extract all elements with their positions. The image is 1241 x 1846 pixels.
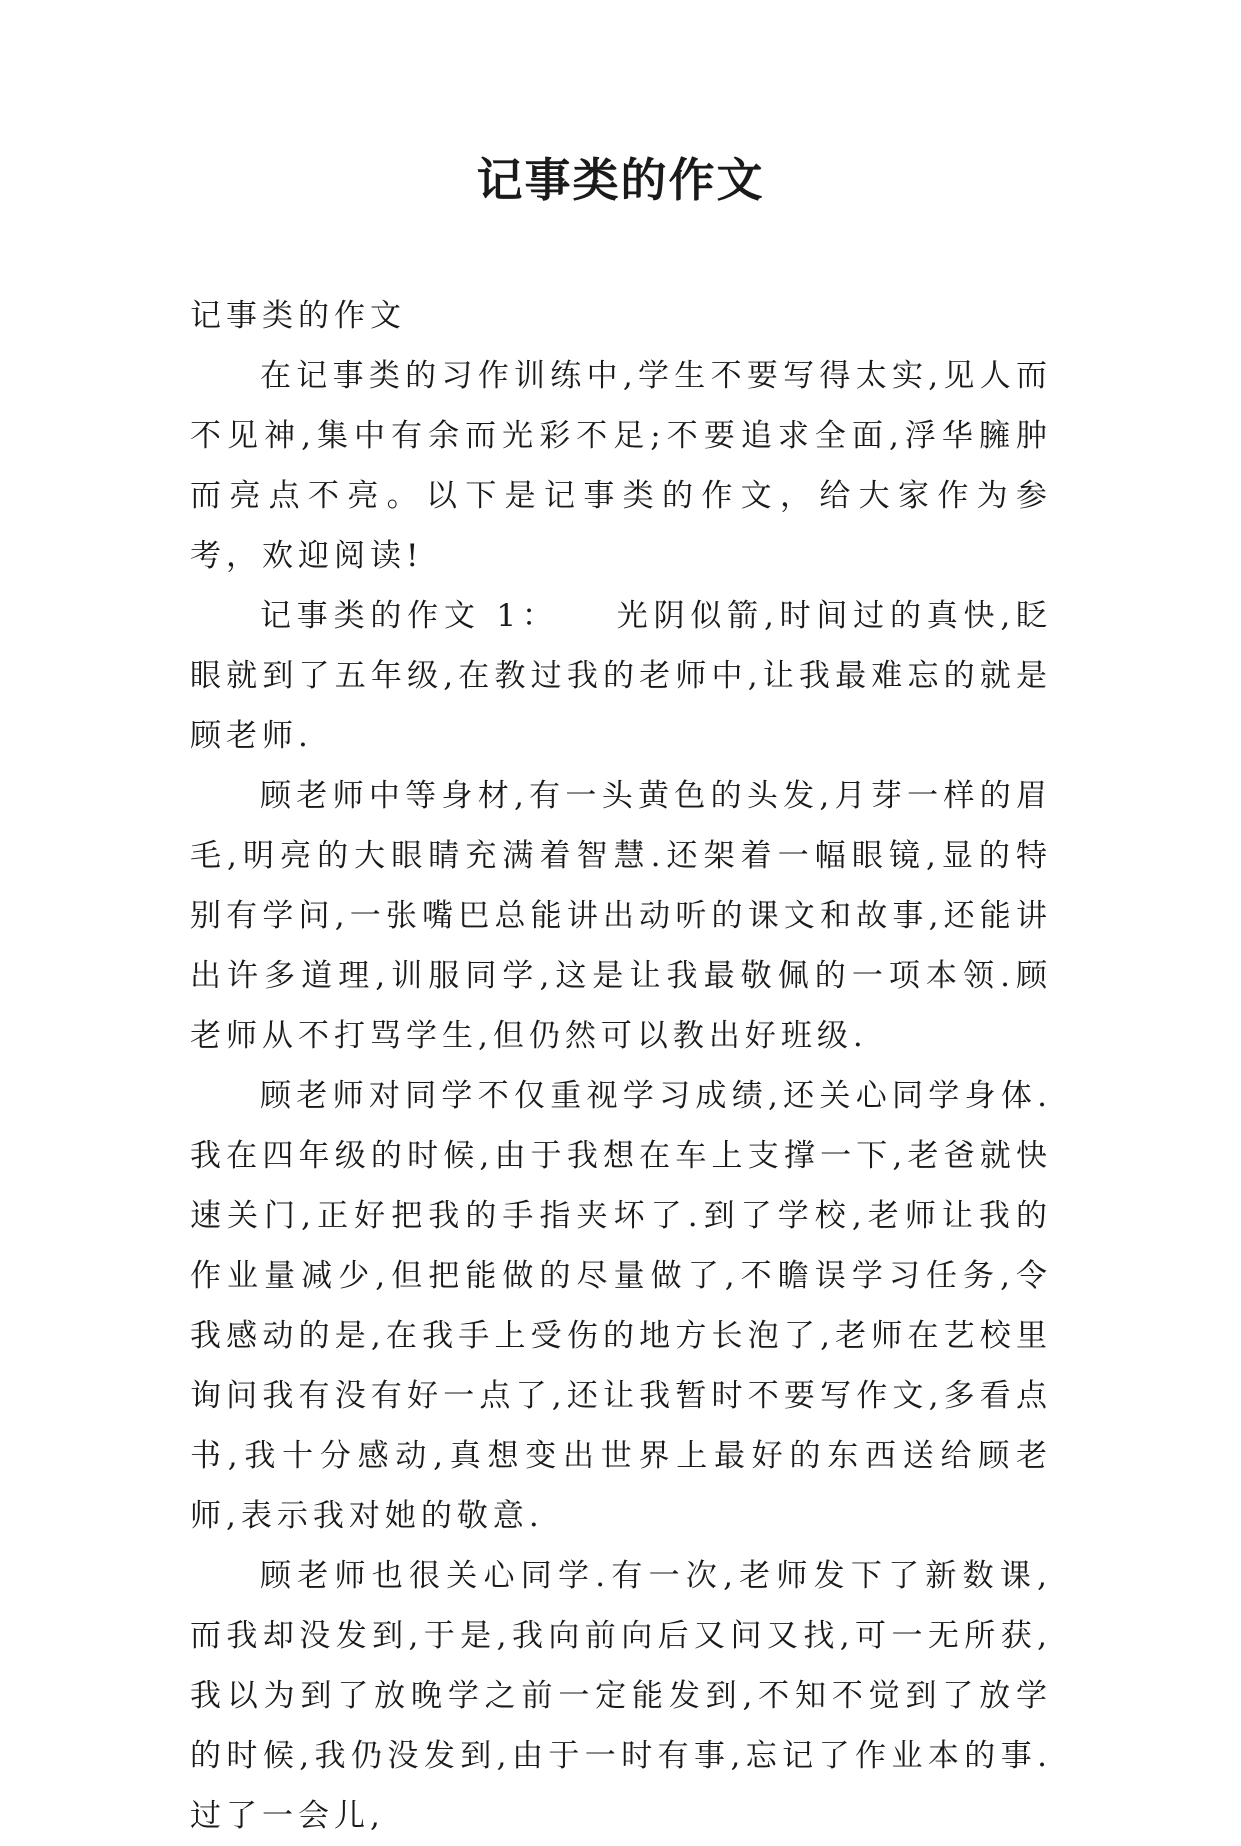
document-title: 记事类的作文 (476, 153, 765, 207)
document-body (190, 286, 1052, 1846)
document-subtitle: 记事类的作文 (190, 298, 406, 334)
paragraph-teacher-care-health: 顾老师对同学不仅重视学习成绩,还关心同学身体.我在四年级的时候,由于我想在车上支撑一下,老爸就快速关门,正好把我的手指夹坏了.到了学校,老师让我的作业量减少,但把能做的尽量做了,不瞻误学习任务,令我感动的是,在我手上受伤的地方长泡了,老师在艺校里询问我有没有好一点了,还让我暂时不要写作文,多看点书,我十分感动,真想变出世界上最好的东西送给顾老师,表示我对她的敬意. (190, 1078, 1052, 1534)
paragraph-teacher-care-students: 顾老师也很关心同学.有一次,老师发下了新数课,而我却没发到,于是,我向前向后又问又找,可一无所获,我以为到了放晚学之前一定能发到,不知不觉到了放学的时候,我仍没发到,由于一时有事,忘记了作业本的事.过了一会儿, (190, 1558, 1052, 1834)
paragraph-essay-1-opening: 记事类的作文 1： 光阴似箭,时间过的真快,眨眼就到了五年级,在教过我的老师中,让我最难忘的就是顾老师. (190, 598, 1052, 754)
paragraph-intro: 在记事类的习作训练中,学生不要写得太实,见人而不见神,集中有余而光彩不足;不要追求全面,浮华臃肿而亮点不亮。以下是记事类的作文，给大家作为参考，欢迎阅读! (190, 358, 1052, 574)
paragraph-teacher-appearance: 顾老师中等身材,有一头黄色的头发,月芽一样的眉毛,明亮的大眼睛充满着智慧.还架着一幅眼镜,显的特别有学问,一张嘴巴总能讲出动听的课文和故事,还能讲出许多道理,训服同学,这是让我最敬佩的一项本领.顾老师从不打骂学生,但仍然可以教出好班级. (190, 778, 1052, 1054)
